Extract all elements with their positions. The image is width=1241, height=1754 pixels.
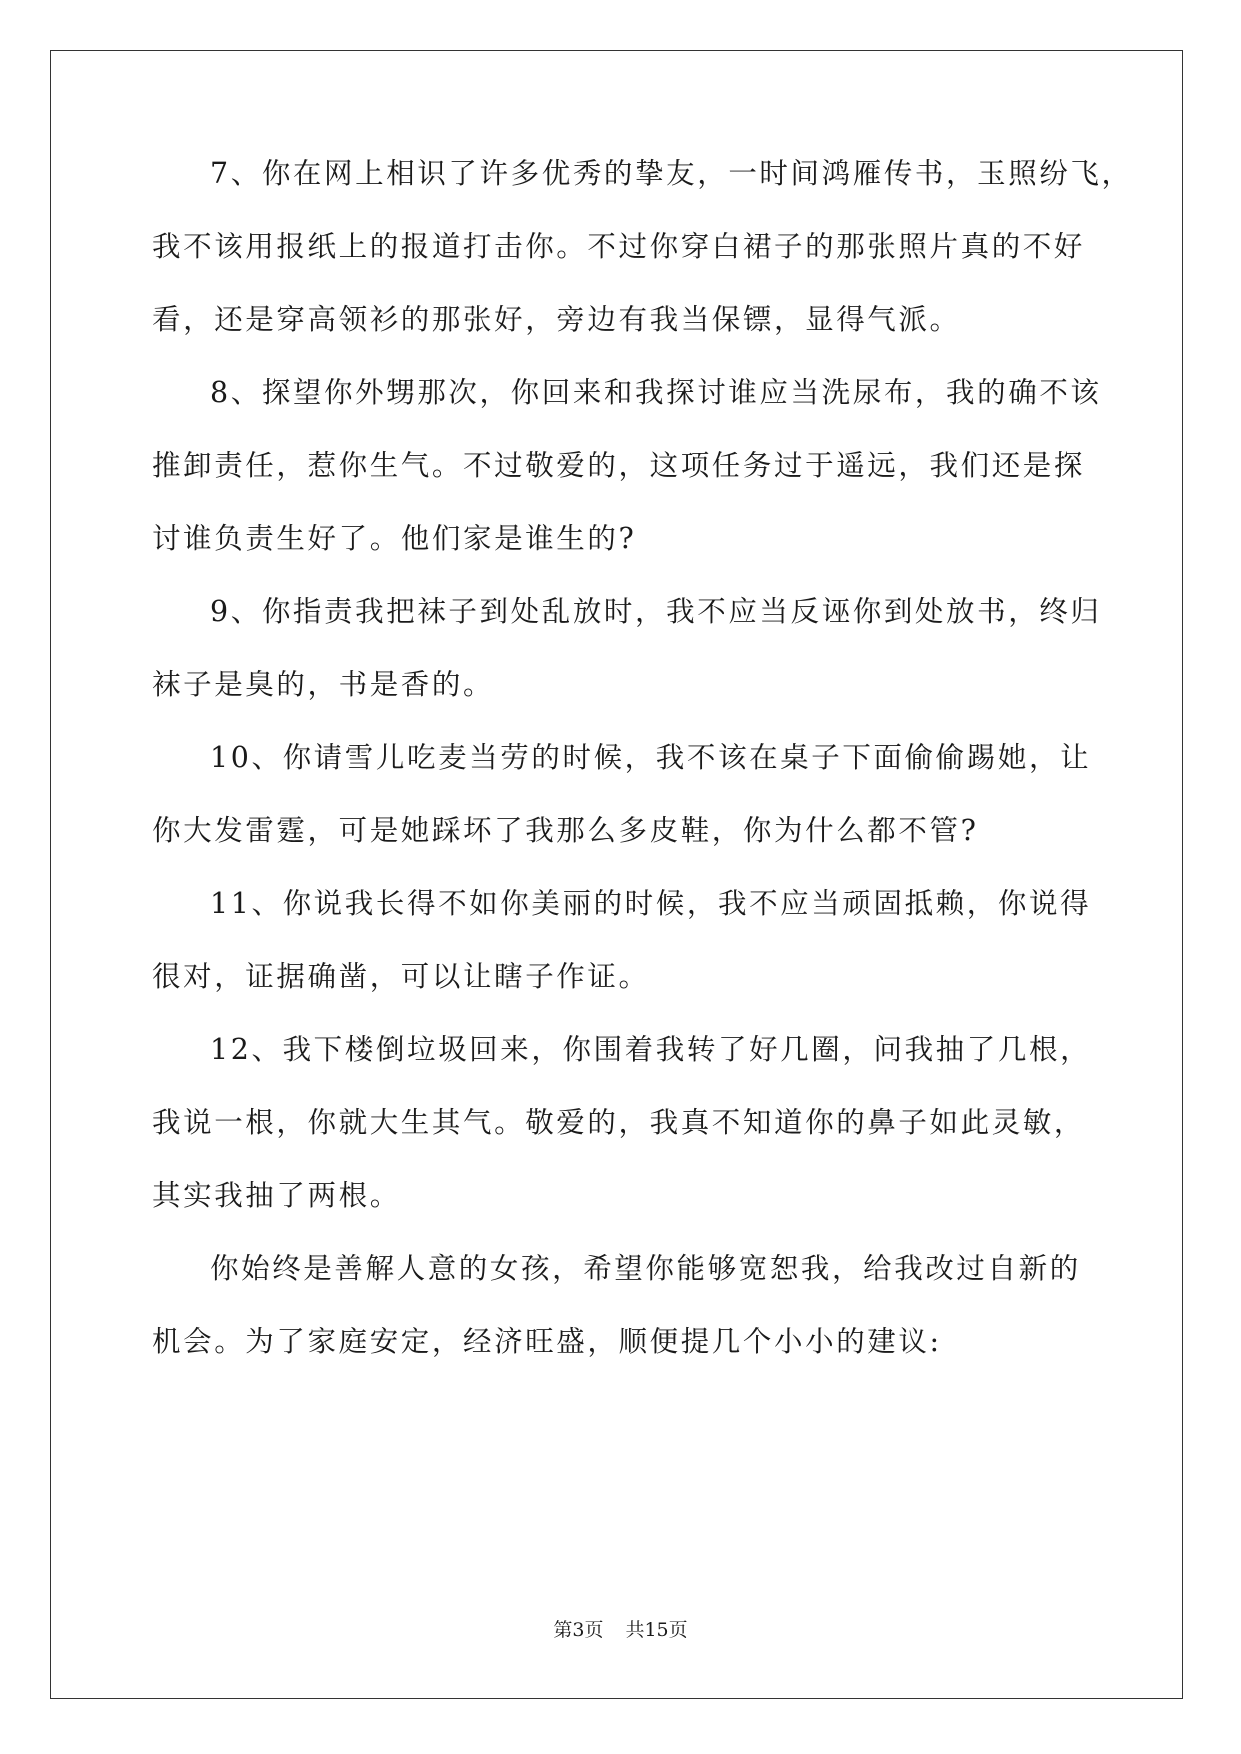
- paragraph-8-line-2: 推卸责任，惹你生气。不过敬爱的，这项任务过于遥远，我们还是探: [152, 449, 1086, 482]
- page-total: 共15页: [625, 1619, 688, 1641]
- paragraph-12-line-3: 其实我抽了两根。: [152, 1179, 401, 1212]
- paragraph-8-line-1: 8、探望你外甥那次，你回来和我探讨谁应当洗尿布，我的确不该: [210, 376, 1102, 409]
- paragraph-7-line-2: 我不该用报纸上的报道打击你。不过你穿白裙子的那张照片真的不好: [152, 230, 1086, 263]
- paragraph-9-line-2: 袜子是臭的，书是香的。: [152, 668, 495, 701]
- paragraph-9-line-1: 9、你指责我把袜子到处乱放时，我不应当反诬你到处放书，终归: [210, 595, 1102, 628]
- paragraph-7-line-1: 7、你在网上相识了许多优秀的挚友，一时间鸿雁传书，玉照纷飞，: [210, 157, 1133, 190]
- closing-paragraph-line-2: 机会。为了家庭安定，经济旺盛，顺便提几个小小的建议:: [152, 1325, 942, 1358]
- paragraph-11-line-1: 11、你说我长得不如你美丽的时候，我不应当顽固抵赖，你说得: [210, 887, 1092, 920]
- paragraph-10-line-2: 你大发雷霆，可是她踩坏了我那么多皮鞋，你为什么都不管?: [152, 814, 979, 847]
- paragraph-12-line-1: 12、我下楼倒垃圾回来，你围着我转了好几圈，问我抽了几根，: [210, 1033, 1092, 1066]
- page-footer: [0, 1618, 1241, 1642]
- page-number: 第3页: [553, 1619, 604, 1641]
- paragraph-12-line-2: 我说一根，你就大生其气。敬爱的，我真不知道你的鼻子如此灵敏，: [152, 1106, 1086, 1139]
- paragraph-10-line-1: 10、你请雪儿吃麦当劳的时候，我不该在桌子下面偷偷踢她，让: [210, 741, 1092, 774]
- closing-paragraph-line-1: 你始终是善解人意的女孩，希望你能够宽恕我，给我改过自新的: [210, 1252, 1081, 1285]
- page-border: [50, 50, 1183, 1699]
- paragraph-11-line-2: 很对，证据确凿，可以让瞎子作证。: [152, 960, 650, 993]
- paragraph-7-line-3: 看，还是穿高领衫的那张好，旁边有我当保镖，显得气派。: [152, 303, 961, 336]
- paragraph-8-line-3: 讨谁负责生好了。他们家是谁生的?: [152, 522, 637, 555]
